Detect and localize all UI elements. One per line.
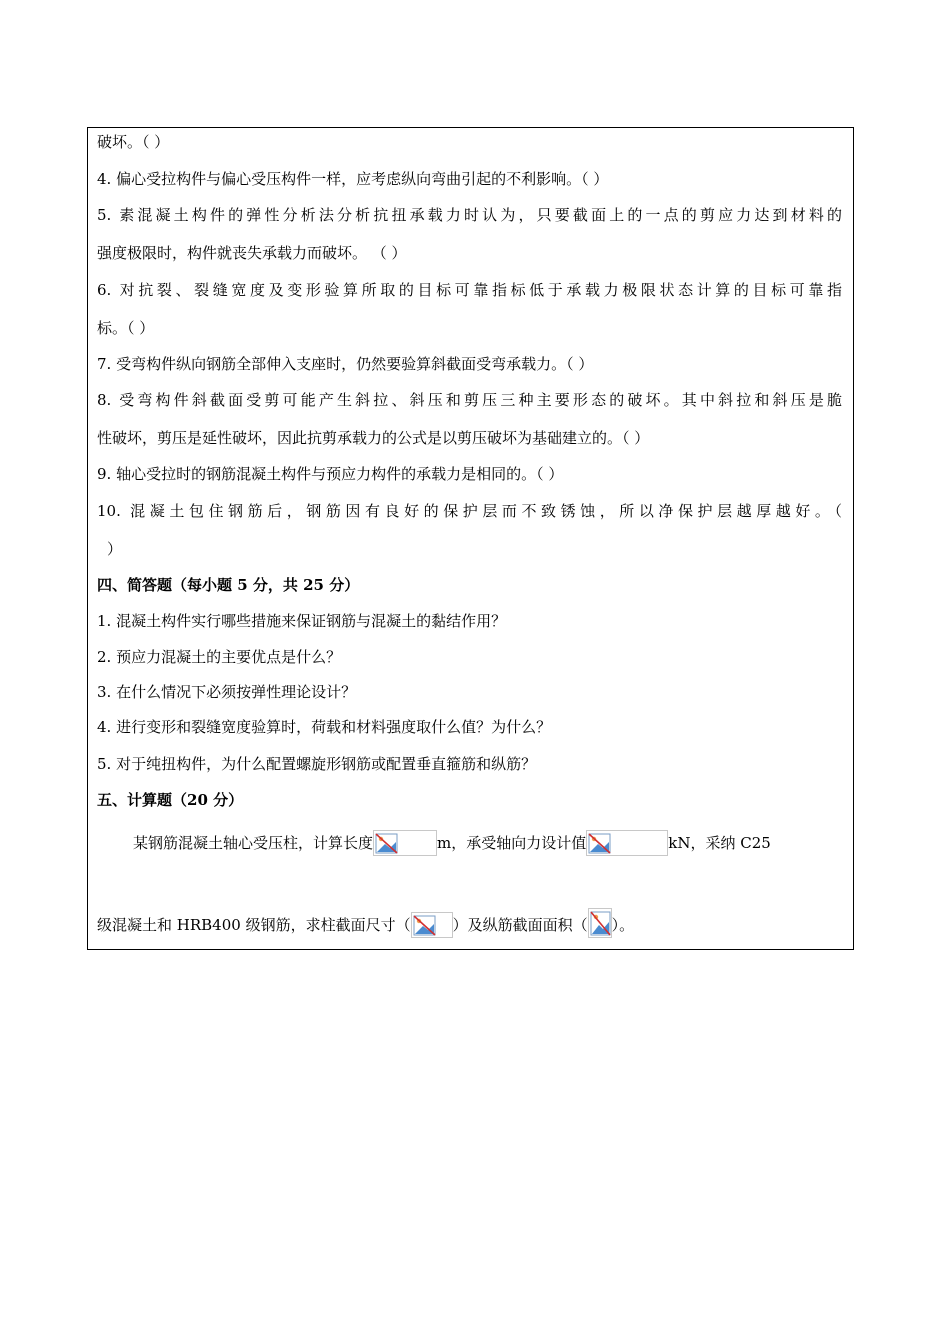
text-line: 6. 对抗裂、裂缝宽度及变形验算所取的目标可靠指标低于承载力极限状态计算的目标可靠指	[97, 281, 842, 299]
problem-text: ）。	[611, 916, 635, 934]
text-line: 标。（ ）	[97, 319, 155, 337]
problem-text: 某钢筋混凝土轴心受压柱，计算长度	[133, 834, 374, 852]
text-line: 4. 偏心受拉构件与偏心受压构件一样，应考虑纵向弯曲引起的不利影响。（ ）	[97, 170, 609, 188]
problem-text: m，承受轴向力设计值	[437, 834, 587, 852]
problem-line	[133, 830, 771, 856]
text-line: 强度极限时，构件就丧失承载力而破坏。 （ ）	[97, 244, 407, 262]
problem-text: 级混凝土和 HRB400 级钢筋，求柱截面尺寸（	[97, 916, 411, 934]
text-line: 10. 混凝土包住钢筋后，钢筋因有良好的保护层而不致锈蚀，所以净保护层越厚越好。（	[97, 502, 842, 520]
question-item: 3. 在什么情况下必须按弹性理论设计？	[97, 683, 357, 701]
question-item: 2. 预应力混凝土的主要优点是什么？	[97, 648, 342, 666]
section-heading: 五、计算题（20 分）	[97, 791, 244, 809]
problem-text: ）及纵筋截面面积（	[452, 916, 588, 934]
question-item: 4. 进行变形和裂缝宽度验算时，荷载和材料强度取什么值？为什么？	[97, 718, 552, 736]
text-line: 9. 轴心受拉时的钢筋混凝土构件与预应力构件的承载力是相同的。（ ）	[97, 465, 564, 483]
text-line: 7. 受弯构件纵向钢筋全部伸入支座时，仍然要验算斜截面受弯承载力。（ ）	[97, 355, 594, 373]
text-line: 性破坏，剪压是延性破坏，因此抗剪承载力的公式是以剪压破坏为基础建立的。（ ）	[97, 429, 650, 447]
question-item: 1. 混凝土构件实行哪些措施来保证钢筋与混凝土的黏结作用？	[97, 612, 507, 630]
image-placeholder-icon	[411, 912, 453, 938]
image-placeholder-icon	[586, 830, 668, 856]
problem-line	[97, 908, 634, 938]
section-heading: 四、简答题（每小题 5 分，共 25 分）	[97, 576, 360, 594]
text-line: ）	[107, 540, 123, 558]
text-line: 8. 受弯构件斜截面受剪可能产生斜拉、斜压和剪压三种主要形态的破坏。其中斜拉和斜压是脆	[97, 391, 842, 409]
image-placeholder-icon	[373, 830, 437, 856]
image-placeholder-icon	[588, 908, 612, 938]
question-item: 5. 对于纯扭构件，为什么配置螺旋形钢筋或配置垂直箍筋和纵筋？	[97, 755, 537, 773]
text-line: 5. 素混凝土构件的弹性分析法分析抗扭承载力时认为，只要截面上的一点的剪应力达到材料的	[97, 206, 842, 224]
problem-text: kN，采纳 C25	[668, 834, 771, 852]
text-line: 破坏。（ ）	[97, 133, 170, 151]
